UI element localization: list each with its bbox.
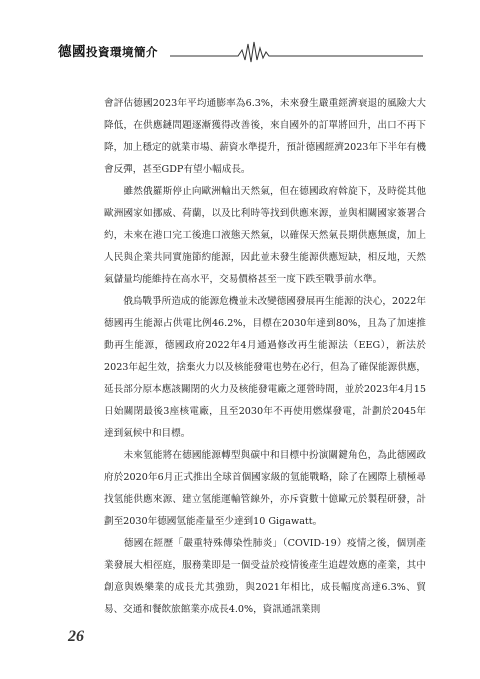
header-title-rest: 投資環境簡介	[86, 45, 158, 59]
paragraph	[104, 445, 426, 533]
header-title-prefix: 德國	[58, 44, 86, 60]
paragraph	[104, 291, 426, 445]
paragraph-text: 會評估德國2023年平均通膨率為6.3%，未來發生嚴重經濟衰退的風險大大降低，在供應鏈問題逐漸獲得改善後，來自國外的訂單將回升，出口不再下降，加上穩定的就業市場、薪資水準提升，預計德國經濟2023年下半年有機會反彈，甚至GDP有望小幅成長。	[104, 98, 426, 175]
paragraph	[104, 181, 426, 291]
paragraph-text: 俄烏戰爭所造成的能源危機並未改變德國發展再生能源的決心，2022年德國再生能源占供電比例46.2%，目標在2030年達到80%，且為了加速推動再生能源，德國政府2022年4月通過修改再生能源法（EEG），新法於2023年起生效，捨棄火力以及核能發電也勢在必行，但為了確保能源供應，延長部分原本應該關閉的火力及核能發電廠之運營時間，並於2023年4月15日始關閉最後3座核電廠，且至2030年不再使用燃煤發電，計劃於2045年達到氣候中和目標。	[104, 296, 426, 439]
paragraph-text: 雖然俄羅斯停止向歐洲輸出天然氣，但在德國政府斡旋下，及時從其他歐洲國家如挪威、荷蘭，以及比利時等找到供應來源，並與相關國家簽署合約，未來在港口完工後進口液態天然氣，以確保天然氣長期供應無虞，加上人民與企業共同實施節約能源，因此並未發生能源供應短缺，相反地，天然氣儲量均能維持在高水平，交易價格甚至一度下跌至戰爭前水準。	[104, 186, 426, 285]
page-number: 26	[68, 628, 84, 645]
body-text	[104, 93, 426, 621]
paragraph-text: 德國在經歷「嚴重特殊傳染性肺炎」（COVID-19）疫情之後，個別產業發展大相徑庭，服務業即是一個受益於疫情後產生追趕效應的產業，其中創意與娛樂業的成長尤其強勁，與2021年相比，成長幅度高達6.3%、貿易、交通和餐飲旅館業亦成長4.0%，資訊通訊業則	[104, 538, 426, 615]
paragraph	[104, 93, 426, 181]
paragraph	[104, 533, 426, 621]
header-title	[58, 40, 158, 60]
paragraph-text: 未來氫能將在德國能源轉型與碳中和目標中扮演關鍵角色，為此德國政府於2020年6月正式推出全球首個國家級的氫能戰略，除了在國際上積極尋找氫能供應來源、建立氫能運輸管線外，亦斥資數十億歐元於製程研發，計劃至2030年德國氫能產量至少達到10 Gigawatt。	[104, 450, 426, 527]
running-header	[58, 36, 423, 64]
